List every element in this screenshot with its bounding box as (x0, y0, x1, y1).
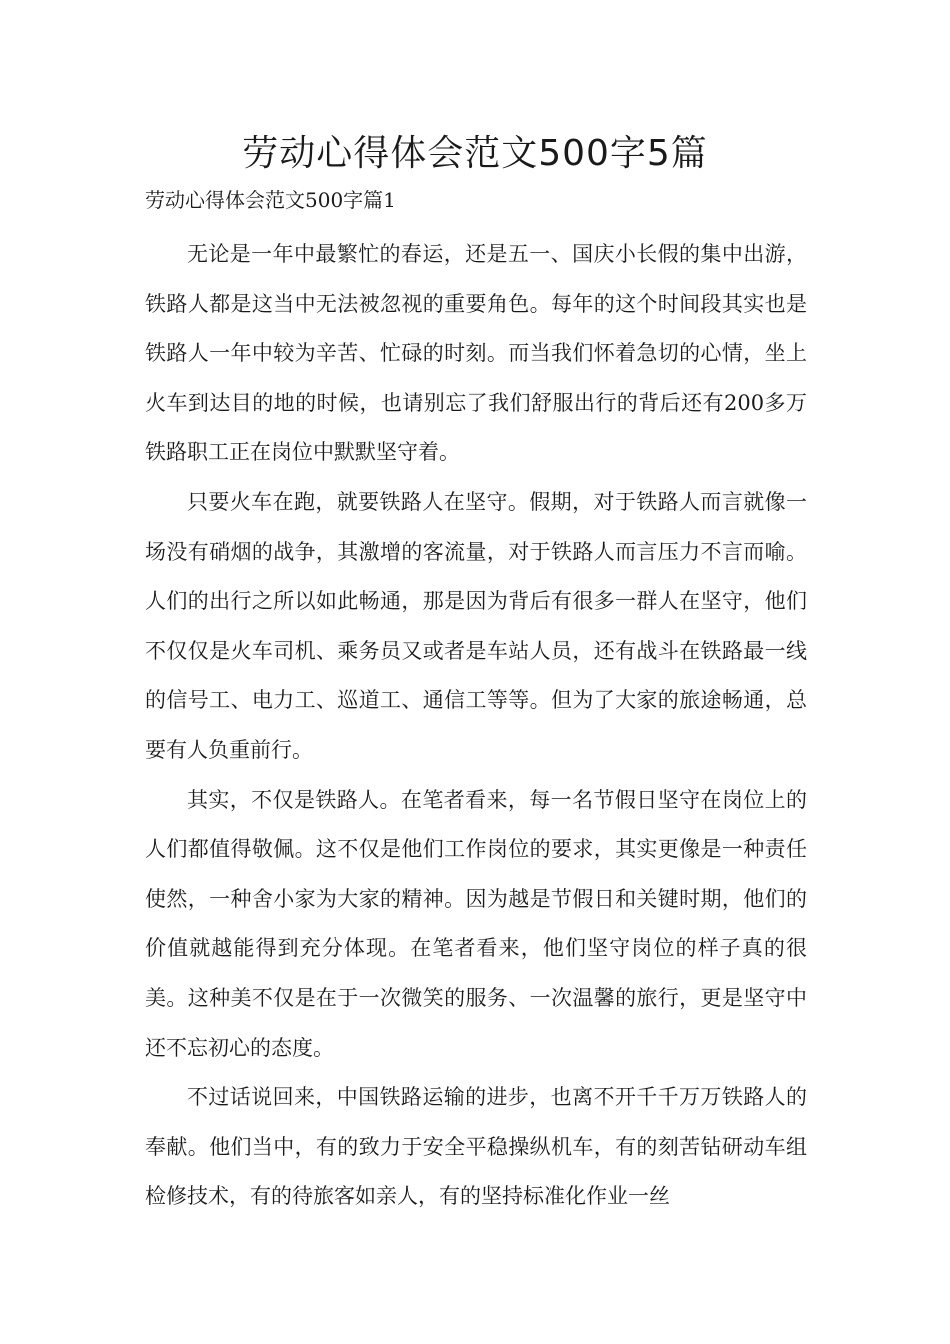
paragraph: 不过话说回来，中国铁路运输的进步，也离不开千千万万铁路人的奉献。他们当中，有的致力于安全平稳操纵机车，有的刻苦钻研动车组检修技术，有的待旅客如亲人，有的坚持标准化作业一丝 (145, 1085, 807, 1209)
document-body (145, 230, 807, 1222)
paragraph: 其实，不仅是铁路人。在笔者看来，每一名节假日坚守在岗位上的人们都值得敬佩。这不仅是他们工作岗位的要求，其实更像是一种责任使然，一种舍小家为大家的精神。因为越是节假日和关键时期，他们的价值就越能得到充分体现。在笔者看来，他们坚守岗位的样子真的很美。这种美不仅是在于一次微笑的服务、一次温馨的旅行，更是坚守中还不忘初心的态度。 (145, 787, 807, 1060)
section-heading: 劳动心得体会范文500字篇1 (145, 188, 396, 212)
document-title: 劳动心得体会范文500字5篇 (242, 133, 708, 174)
paragraph: 只要火车在跑，就要铁路人在坚守。假期，对于铁路人而言就像一场没有硝烟的战争，其激增的客流量，对于铁路人而言压力不言而喻。人们的出行之所以如此畅通，那是因为背后有很多一群人在坚守，他们不仅仅是火车司机、乘务员又或者是车站人员，还有战斗在铁路最一线的信号工、电力工、巡道工、通信工等等。但为了大家的旅途畅通，总要有人负重前行。 (145, 489, 807, 762)
paragraph: 无论是一年中最繁忙的春运，还是五一、国庆小长假的集中出游，铁路人都是这当中无法被忽视的重要角色。每年的这个时间段其实也是铁路人一年中较为辛苦、忙碌的时刻。而当我们怀着急切的心情，坐上火车到达目的地的时候，也请别忘了我们舒服出行的背后还有200多万铁路职工正在岗位中默默坚守着。 (145, 242, 807, 465)
